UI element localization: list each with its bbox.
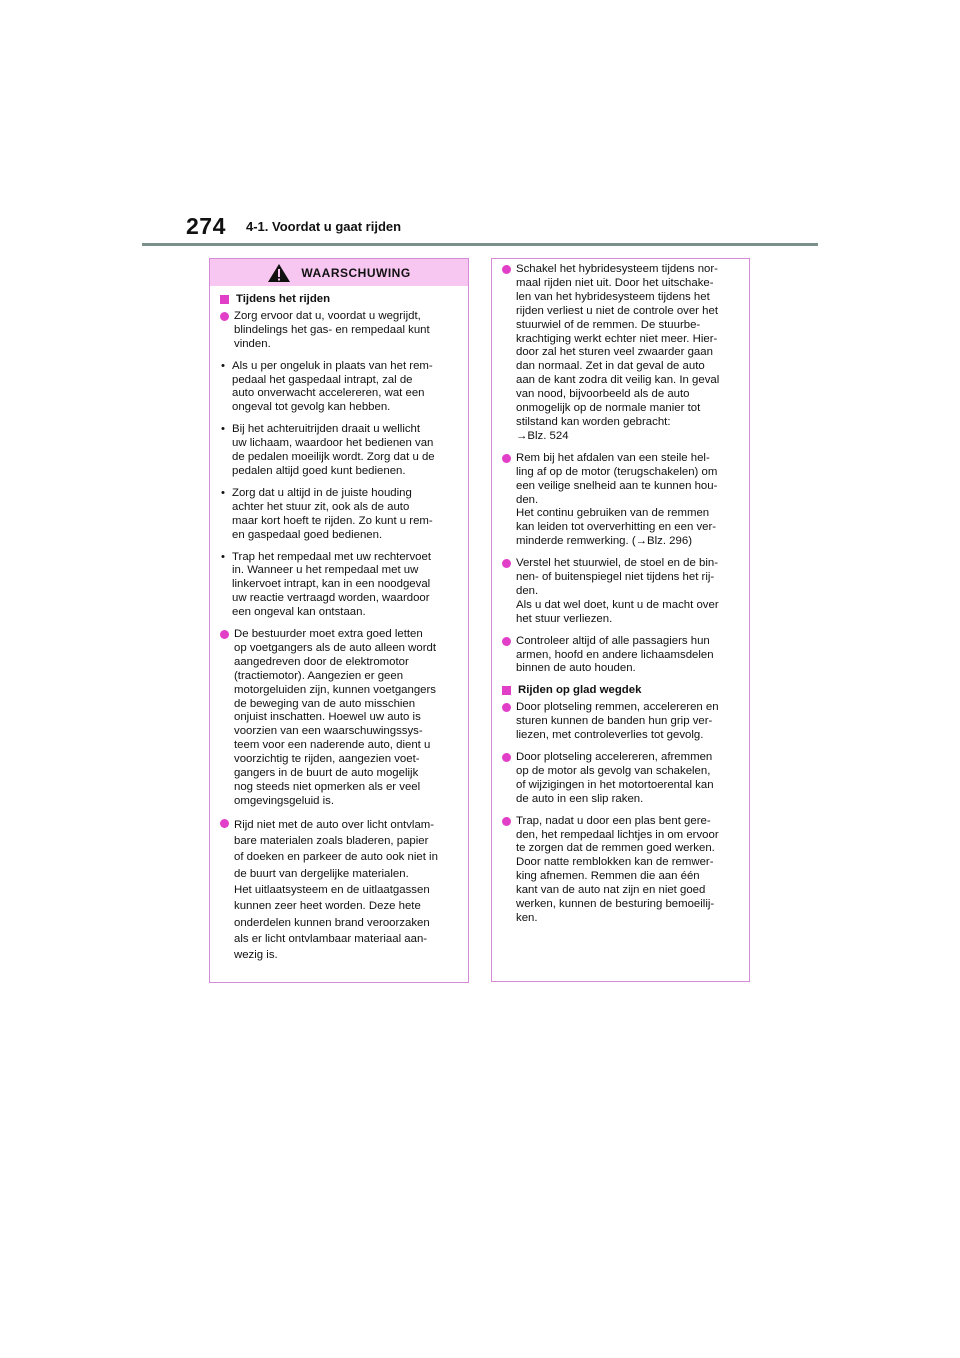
header-rule — [142, 243, 818, 246]
circle-bullet-icon — [220, 630, 229, 639]
list-item: Trap, nadat u door een plas bent gere- den, het rempedaal lichtjes in om ervoor te zorgen dat de remmen goed werken. Door natte remblokken kan de remwer- king afnemen. Remmen die aan één kant van de auto nat zijn en niet goed werken, kunnen de besturing bemoeilij- ken. — [501, 815, 741, 926]
dot-bullet-icon: • — [221, 550, 225, 563]
circle-bullet-icon — [502, 817, 511, 826]
list-item: De bestuurder moet extra goed letten op voetgangers als de auto alleen wordt aangedreven door de elektromotor (tractiemotor). Aangezien er geen motorgeluiden zijn, kunnen voetgangers de beweging van de auto misschien onjuist inschatten. Hoewel uw auto is voorzien van een waarschuwingssys- teem voor een naderende auto, dient u voorzichtig te rijden, aangezien voet- gangers in de buurt de auto mogelijk nog steeds niet opmerken als er veel omgevingsgeluid is. — [219, 628, 460, 809]
square-bullet-icon — [502, 686, 511, 695]
sub-list-item: • Trap het rempedaal met uw rechtervoet in. Wanneer u het rempedaal met uw linkervoet intrapt, kan in een noodgeval uw reactie vertraagd worden, waardoor een ongeval kan ontstaan. — [221, 550, 432, 619]
warning-box-continued — [491, 258, 750, 982]
list-item: Rijd niet met de auto over licht ontvlam- bare materialen zoals bladeren, papier of doeken en parkeer de auto ook niet in de buurt van dergelijke materialen. Het uitlaatsysteem en de uitlaatgassen kunnen zeer heet worden. Deze hete onderdelen kunnen brand veroorzaken als er licht ontvlambaar materiaal aan- wezig is. — [219, 817, 460, 964]
warning-content-left — [210, 286, 468, 963]
circle-bullet-icon — [502, 454, 511, 463]
dot-bullet-icon: • — [221, 359, 225, 372]
list-item: Rem bij het afdalen van een steile hel- ling af op de motor (terugschakelen) om een veilige snelheid aan te kunnen hou- den. Het continu gebruiken van de remmen kan leiden tot oververhitting en een ver- minderde remwerking. (→Blz. 296) — [501, 452, 741, 549]
list-item: Zorg ervoor dat u, voordat u wegrijdt, blindelings het gas- en rempedaal kunt vinden. — [219, 310, 460, 352]
list-item: Door plotseling remmen, accelereren en sturen kunnen de banden hun grip ver- liezen, met controleverlies tot gevolg. — [501, 701, 741, 743]
list-item: Door plotseling accelereren, afremmen op de motor als gevolg van schakelen, of wijzigingen in het motortoerental kan de auto in een slip raken. — [501, 751, 741, 807]
list-item: Verstel het stuurwiel, de stoel en de bin- nen- of buitenspiegel niet tijdens het rij- den. Als u dat wel doet, kunt u de macht over het stuur verliezen. — [501, 557, 741, 627]
square-bullet-icon — [220, 295, 229, 304]
warning-triangle-icon — [267, 263, 291, 283]
dot-bullet-icon: • — [221, 423, 225, 436]
circle-bullet-icon — [220, 312, 229, 321]
section-heading: Tijdens het rijden — [219, 293, 460, 307]
sub-list-item: • Als u per ongeluk in plaats van het rem- pedaal het gaspedaal intrapt, zal de auto onverwacht accelereren, wat een ongeval tot gevolg kan hebben. — [221, 359, 433, 414]
warning-box — [209, 258, 469, 983]
sub-list-item: • Zorg dat u altijd in de juiste houding achter het stuur zit, ook als de auto maar kort hoeft te rijden. Zo kunt u rem- en gaspedaal goed bedienen. — [221, 486, 433, 541]
page-number: 274 — [186, 213, 226, 239]
circle-bullet-icon — [502, 559, 511, 568]
warning-header — [210, 259, 468, 286]
list-item: Schakel het hybridesysteem tijdens nor- maal rijden niet uit. Door het uitschake- len van het hybridesysteem tijdens het rijden verliest u niet de controle over het stuurwiel of de remmen. De stuurbe- krachtiging werkt echter niet meer. Hier- door zal het sturen veel zwaarder gaan dan normaal. Zet in dat geval de auto aan de kant zodra dit veilig kan. In geval van nood, bijvoorbeeld als de auto onmogelijk op de normale manier tot stilstand kan worden gebracht: →Blz. 524 — [501, 263, 741, 444]
list-item: Controleer altijd of alle passagiers hun armen, hoofd en andere lichaamsdelen binnen de auto houden. — [501, 635, 741, 677]
circle-bullet-icon — [502, 637, 511, 646]
circle-bullet-icon — [502, 753, 511, 762]
dot-bullet-icon: • — [221, 486, 225, 499]
section-heading: Rijden op glad wegdek — [501, 684, 741, 698]
sub-list-item: • Bij het achteruitrijden draait u wellicht uw lichaam, waardoor het bedienen van de pedalen moeilijk wordt. Zorg dat u de pedalen altijd goed kunt bedienen. — [221, 423, 435, 477]
circle-bullet-icon — [502, 703, 511, 712]
warning-content-right — [492, 259, 749, 926]
warning-title: WAARSCHUWING — [301, 265, 411, 280]
section-title: 4-1. Voordat u gaat rijden — [246, 219, 402, 234]
circle-bullet-icon — [502, 265, 511, 274]
circle-bullet-icon — [220, 819, 229, 828]
